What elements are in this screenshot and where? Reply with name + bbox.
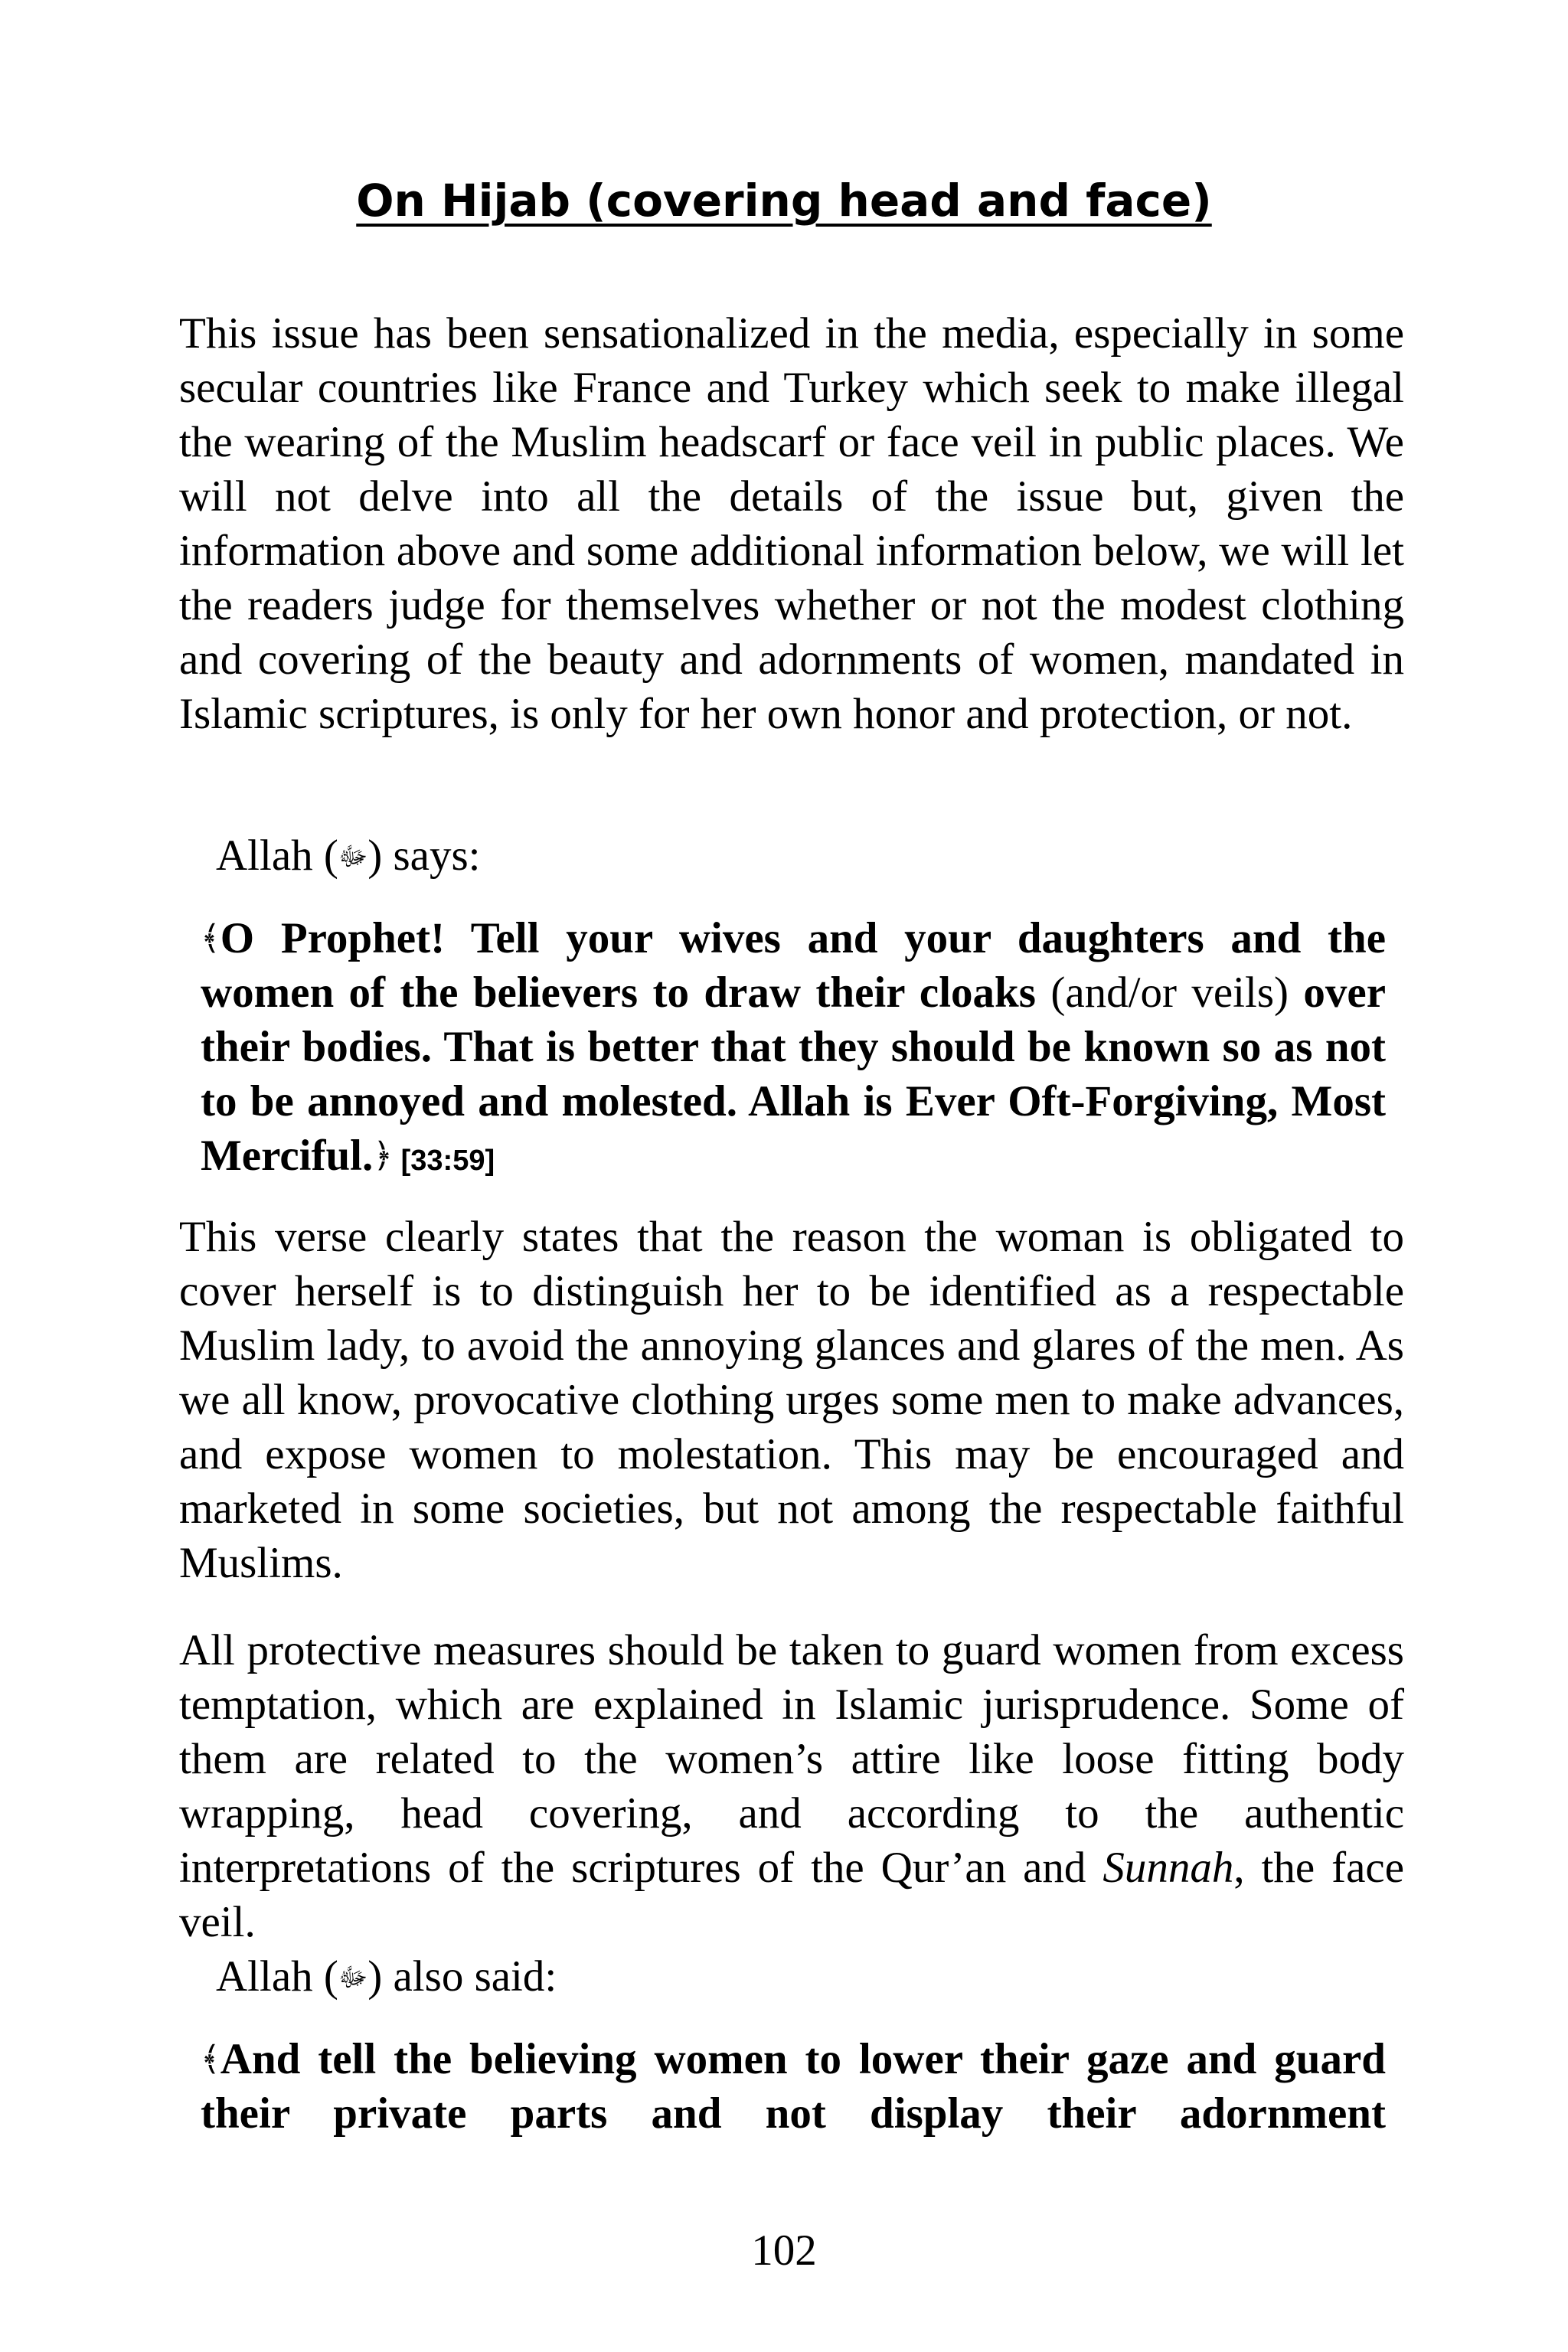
paragraph-2: This verse clearly states that the reason the woman is obligated to cover herself is to distinguish her to be identified as a respectable Muslim lady, to avoid the annoying glances and glares of the men. As we all know, provocative clothing urges some men to make advances, and expose women to molestation. This may be encouraged and marketed in some societies, but not among the respectable faithful Muslims. [179, 1213, 1404, 1587]
verse-plain-part: (and/or veils) [1035, 969, 1304, 1017]
paragraph-3 [179, 1623, 1404, 1949]
quran-verse-2 [201, 2032, 1386, 2141]
verse-bold-part-2: over their bodies. That is better that they should be known so as not to be annoyed and molested. Allah is Ever Oft-Forgiving, Most Merciful. [201, 969, 1386, 1180]
verse-open-bracket: ﴾ [201, 2040, 220, 2078]
paragraph-3-text: All protective measures should be taken to guard women from excess temptation, which are explained in Islamic jurisprudence. Some of them are related to the women’s attire like loose fitting body wrapping, head covering, and according to the authentic interpretations of the scriptures of the Qur’an and [179, 1626, 1404, 1892]
paragraph-1: This issue has been sensationalized in the media, especially in some secular countries like France and Turkey which seek to make illegal the wearing of the Muslim headscarf or face veil in public places. We will not delve into all the details of the issue but, given the information above and some additional information below, we will let the readers judge for themselves whether or not the modest clothing and covering of the beauty and adornments of women, mandated in Islamic scriptures, is only for her own honor and protection, or not. [179, 309, 1404, 738]
verse-bold-part-1: O Prophet! Tell your wives and your daughters and the women of the believers to draw their cloaks [201, 914, 1386, 1017]
intro-text-after: ) says: [368, 831, 481, 880]
verse-intro-2 [216, 1949, 557, 2005]
verse-close-bracket: ﴿ [373, 1137, 394, 1174]
verse-bold-text: And tell the believing women to lower their gaze and guard their private parts and not display their adornment [201, 2035, 1386, 2138]
intro-text-before: Allah ( [216, 1952, 338, 2001]
intro-text-before: Allah ( [216, 831, 338, 880]
page-title: On Hijab (covering head and face) [356, 175, 1212, 227]
paragraph-3-text-end: , the face veil. [179, 1844, 1405, 1946]
intro-text-after: ) also said: [368, 1952, 557, 2001]
verse-intro-1 [216, 828, 481, 884]
verse-reference: [33:59] [393, 1145, 495, 1177]
honorific-glyph: ﷻ [338, 1964, 368, 1992]
quran-verse-1 [201, 911, 1386, 1188]
page-number: 102 [751, 2226, 817, 2275]
honorific-glyph: ﷻ [338, 843, 368, 871]
paragraph-3-italic: Sunnah [1102, 1844, 1234, 1892]
verse-open-bracket: ﴾ [201, 920, 220, 957]
